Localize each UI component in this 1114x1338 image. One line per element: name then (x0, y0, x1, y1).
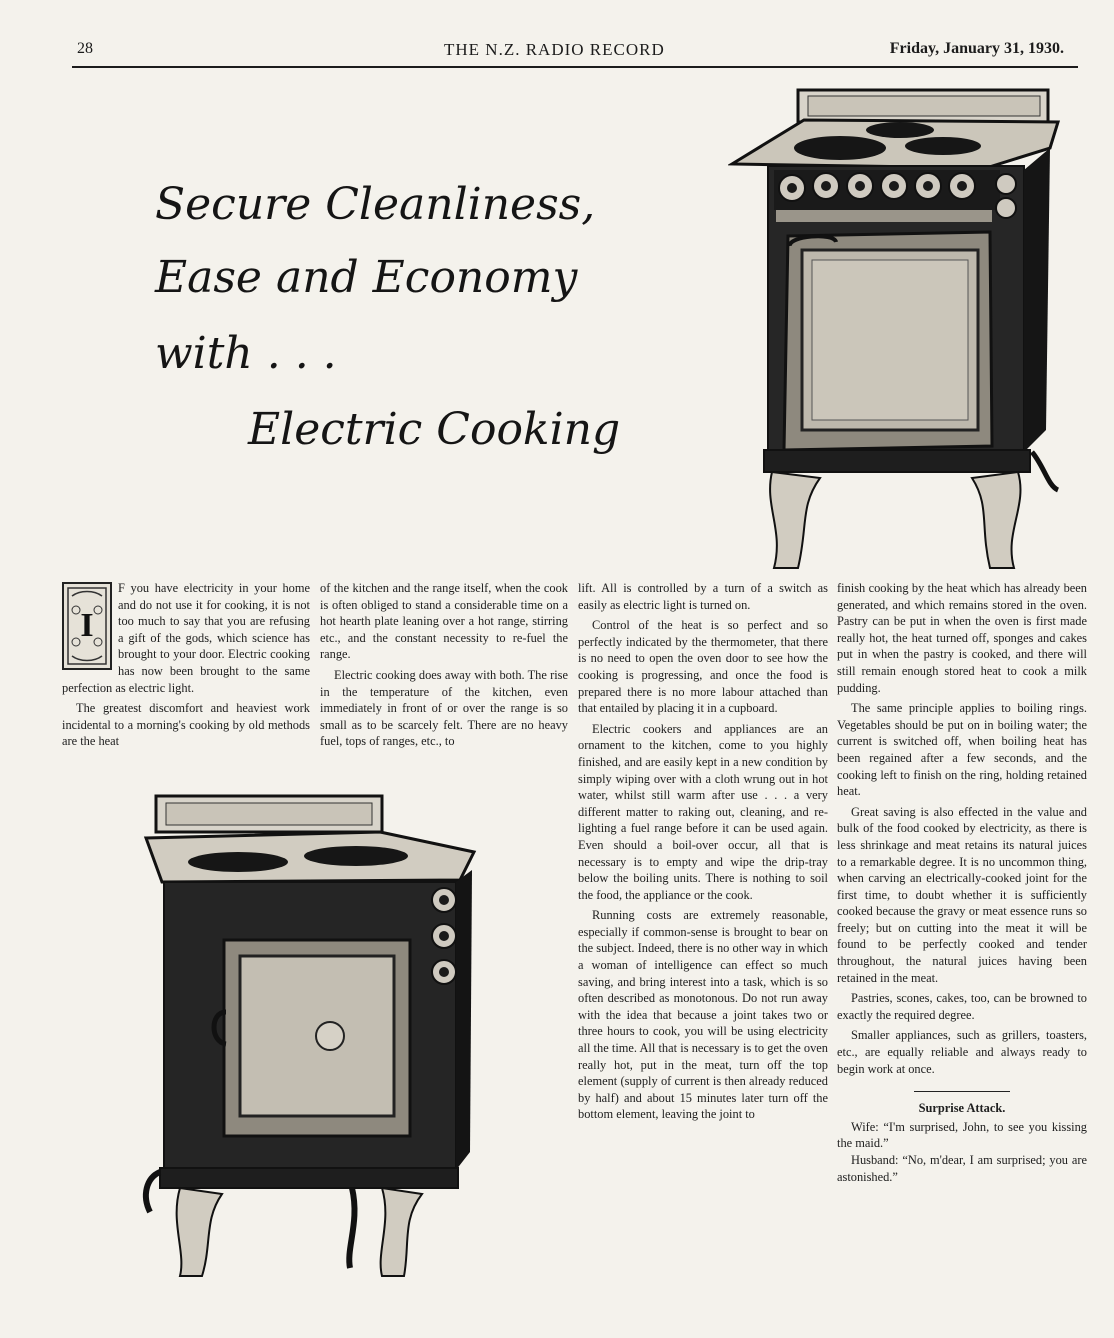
paragraph: The same principle applies to boiling rings. Vegetables should be put on in boiling water; the current is switched off, when boiling heat has been regained after a few seconds, and the cooking left to finish on the ring, holding retained heat. (837, 701, 1087, 799)
paragraph: Smaller appliances, such as grillers, toasters, etc., are equally reliable and always ready to begin work at once. (837, 1028, 1087, 1076)
article-column-1 (62, 580, 310, 750)
issue-date: Friday, January 31, 1930. (889, 40, 1064, 57)
paragraph: finish cooking by the heat which has already been generated, and which remains stored in the oven. Pastry can be put in when the oven is first made really hot, the heat turned off, sponges and cakes put in when the pastry is cooked, and there will still remain enough stored heat to cook a milk pudding. (837, 581, 1087, 695)
headline-line-3: with . . . (155, 328, 337, 379)
paragraph: Control of the heat is so perfect and so perfectly indicated by the thermometer, that there is no need to open the oven door to see how the cooking is progressing, and once the food is prepared there is no more labour attached than that entailed by placing it in a cupboard. (578, 618, 828, 716)
page-number: 28 (77, 40, 93, 57)
joke-line: Wife: “I'm surprised, John, to see you kissing the maid.” (837, 1119, 1087, 1151)
paragraph: The greatest discomfort and heaviest work incidental to a morning's cooking by old methods are the heat (62, 701, 310, 749)
article-column-3 (578, 580, 828, 1123)
headline-line-2: Ease and Economy (155, 252, 578, 303)
masthead: THE N.Z. RADIO RECORD (444, 40, 665, 59)
ornamental-dropcap (62, 582, 112, 670)
article-column-2 (320, 580, 568, 750)
dropcap-letter: I (80, 607, 94, 644)
paragraph: Electric cookers and appliances are an ornament to the kitchen, come to you highly finished, and are easily kept in a new condition by simply wiping over with a cloth wrung out in hot water, whilst still warm after use . . . a very different matter to raking out, cleaning, and re-lighting a fuel range before it can be used again. Even should a boil-over occur, all that is necessary is to empty and wipe the drip-tray below the boiling units. There is nothing to soil the food, the appliance or the cook. (578, 721, 828, 902)
headline-line-4: Electric Cooking (248, 404, 621, 455)
paragraph: F you have electricity in your home and do not use it for cooking, it is not too much to say that you are refusing a gift of the gods, which science has brought to your door. Electric cooking has now been brought to the same perfection as electric light. (62, 581, 310, 695)
sidebar-heading: Surprise Attack. (918, 1101, 1006, 1116)
paragraph: Great saving is also effected in the value and bulk of the food cooked by electricity, as there is less shrinkage and meat retains its natural juices to a remarkable degree. It is no uncommon thing, when carving an electrically-cooked joint for the first time, to doubt whether it is sufficiently cooked because the gravy or meat essence runs so freely; but on cutting into the meat it will be found to be perfectly cooked and tender throughout, the natural juices having been retained in the meat. (837, 804, 1087, 985)
paragraph: Electric cooking does away with both. The rise in the temperature of the kitchen, even immediately in front of or over the range is so small as to be scarcely felt. There are no heavy fuel, tops of ranges, etc., to (320, 667, 568, 749)
electric-range-top-illustration (728, 86, 1064, 572)
paragraph: of the kitchen and the range itself, when the cook is often obliged to stand a considerable time on a hot hearth plate leaning over a hot range, stirring etc., and the constant necessity to re-fuel the range. (320, 581, 568, 662)
paragraph: Pastries, scones, cakes, too, can be browned to exactly the required degree. (837, 991, 1087, 1022)
paragraph: Running costs are extremely reasonable, especially if common-sense is brought to bear on the subject. Indeed, there is no other way in which a woman of intelligence can effect so much saving, and bring interest into a task, which is so often described as monotonous. Do not run away with the idea that because a joint takes two or three hours to cook, you will be using electricity all the time. All that is necessary is to get the oven really hot, put in the meat, turn off the top element (supply of current is then already reduced by half) and about 15 minutes later turn off the bottom element, leaving the joint to (578, 908, 828, 1122)
page-header (72, 40, 1078, 64)
joke-line: Husband: “No, m'dear, I am surprised; you are astonished.” (837, 1153, 1087, 1184)
paragraph: lift. All is controlled by a turn of a switch as easily as electric light is turned on. (578, 581, 828, 612)
header-rule (72, 66, 1078, 68)
electric-range-bottom-illustration (140, 792, 480, 1280)
headline-line-1: Secure Cleanliness, (155, 179, 596, 230)
section-divider (914, 1091, 1010, 1092)
article-column-4 (837, 580, 1087, 1185)
